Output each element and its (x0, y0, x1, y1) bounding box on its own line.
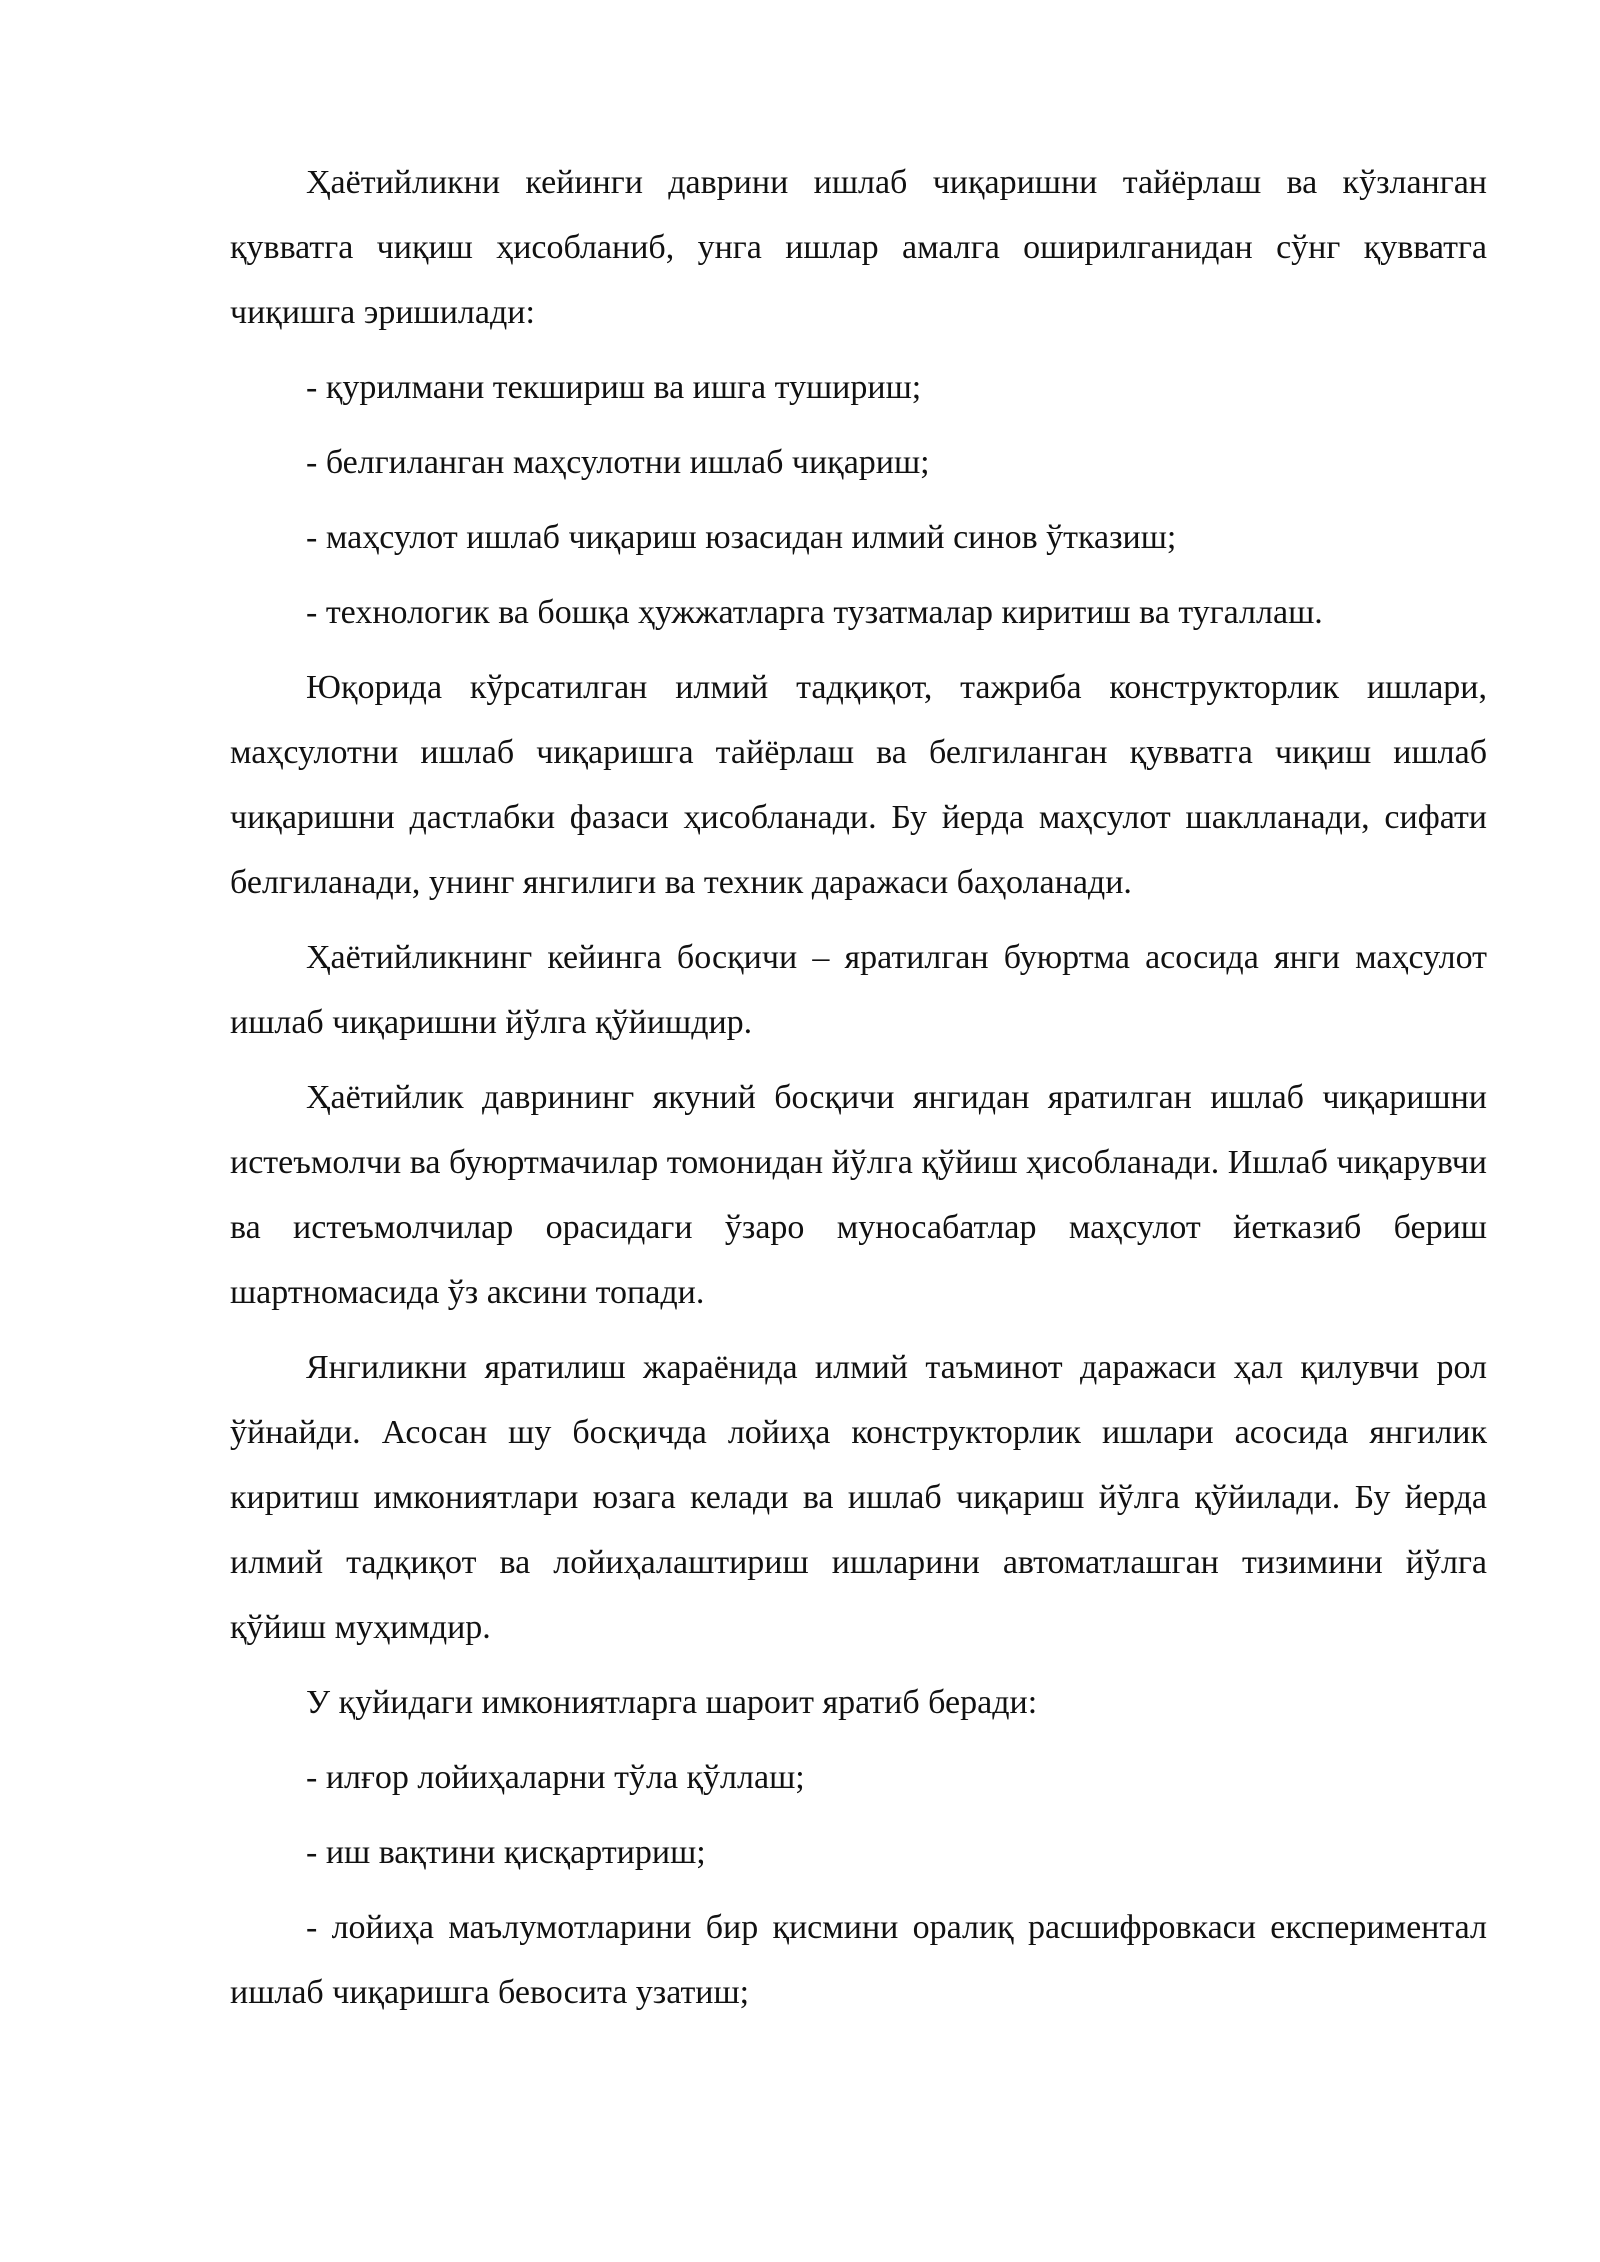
list-item: - илғор лойиҳаларни тўла қўллаш; (306, 1759, 805, 1796)
list-item: - маҳсулот ишлаб чиқариш юзасидан илмий синов ўтказиш; (306, 519, 1177, 556)
list-item: - технологик ва бошқа ҳужжатларга тузатмалар киритиш ва тугаллаш. (306, 594, 1323, 631)
paragraph: Ҳаётийлик даврининг якуний босқичи янгидан яратилган ишлаб чиқаришни истеъмолчи ва буюртмачилар томонидан йўлга қўйиш ҳисобланади. Ишлаб чиқарувчи ва истеъмолчилар орасидаги ўзаро муносабатлар маҳсулот йетказиб бериш шартномасида ўз аксини топади. (230, 1079, 1487, 1311)
document-body (230, 150, 1487, 2025)
paragraph: Ҳаётийликнинг кейинга босқичи – яратилган буюртма асосида янги маҳсулот ишлаб чиқаришни йўлга қўйишдир. (230, 939, 1487, 1041)
list-item: - қурилмани текшириш ва ишга тушириш; (306, 369, 922, 406)
paragraph: У қуйидаги имкониятларга шароит яратиб беради: (306, 1684, 1038, 1721)
list-item: - белгиланган маҳсулотни ишлаб чиқариш; (306, 444, 930, 481)
list-item: - лойиҳа маълумотларини бир қисмини оралиқ расшифровкаси експериментал ишлаб чиқаришга бевосита узатиш; (230, 1909, 1487, 2011)
paragraph: Ҳаётийликни кейинги даврини ишлаб чиқаришни тайёрлаш ва кўзланган қувватга чиқиш ҳисобланиб, унга ишлар амалга оширилганидан сўнг қувватга чиқишга эришилади: (230, 164, 1487, 331)
list-item: - иш вақтини қисқартириш; (306, 1834, 706, 1871)
paragraph: Янгиликни яратилиш жараёнида илмий таъминот даражаси ҳал қилувчи рол ўйнайди. Асосан шу босқичда лойиҳа конструкторлик ишлари асосида янгилик киритиш имкониятлари юзага келади ва ишлаб чиқариш йўлга қўйилади. Бу йерда илмий тадқиқот ва лойиҳалаштириш ишларини автоматлашган тизимини йўлга қўйиш муҳимдир. (230, 1349, 1487, 1646)
paragraph: Юқорида кўрсатилган илмий тадқиқот, тажриба конструкторлик ишлари, маҳсулотни ишлаб чиқаришга тайёрлаш ва белгиланган қувватга чиқиш ишлаб чиқаришни дастлабки фазаси ҳисобланади. Бу йерда маҳсулот шаклланади, сифати белгиланади, унинг янгилиги ва техник даражаси баҳоланади. (230, 669, 1487, 901)
